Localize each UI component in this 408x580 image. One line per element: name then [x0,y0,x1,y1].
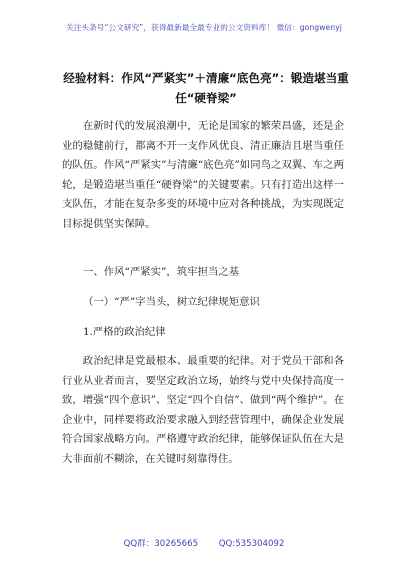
intro-paragraph: 在新时代的发展浪潮中，无论是国家的繁荣昌盛，还是企业的稳健前行，都离不开一支作风优良、清正廉洁且堪当重任的队伍。作风“严紧实”与清廉“底色亮”如同鸟之双翼、车之两轮，是锻造堪当重任“硬脊梁”的关键要素。只有打造出这样一支队伍，才能在复杂多变的环境中应对各种挑战，为实现既定目标提供坚实保障。 [62,120,344,230]
qq-group: QQ群：30265665 [123,539,199,549]
footer-contact [0,537,408,549]
item-heading: 1.严格的政治纪律 [83,326,166,338]
subsection-heading: （一）“严”字当头，树立纪律规矩意识 [83,296,260,308]
document-title: 经验材料：作风“严紧实”＋清廉“底色亮”：锻造堪当重任“硬脊梁” [63,71,349,105]
top-banner: 关注头条号“公文研究”，获得最新最全最专业的公文资料库！ 微信：gongwenyj [66,23,342,32]
section-heading: 一、作风“严紧实”，筑牢担当之基 [83,266,240,278]
qq-number: QQ:535304092 [218,539,285,549]
body-paragraph: 政治纪律是党最根本、最重要的纪律。对于党员干部和各行业从业者而言，要坚定政治立场，始终与党中央保持高度一致，增强“四个意识”、坚定“四个自信”、做到“两个维护”。在企业中，同样要将政治要求融入到经营管理中，确保企业发展符合国家战略方向。严格遵守政治纪律，能够保证队伍在大是大非面前不糊涂，在关键时刻靠得住。 [62,355,344,465]
